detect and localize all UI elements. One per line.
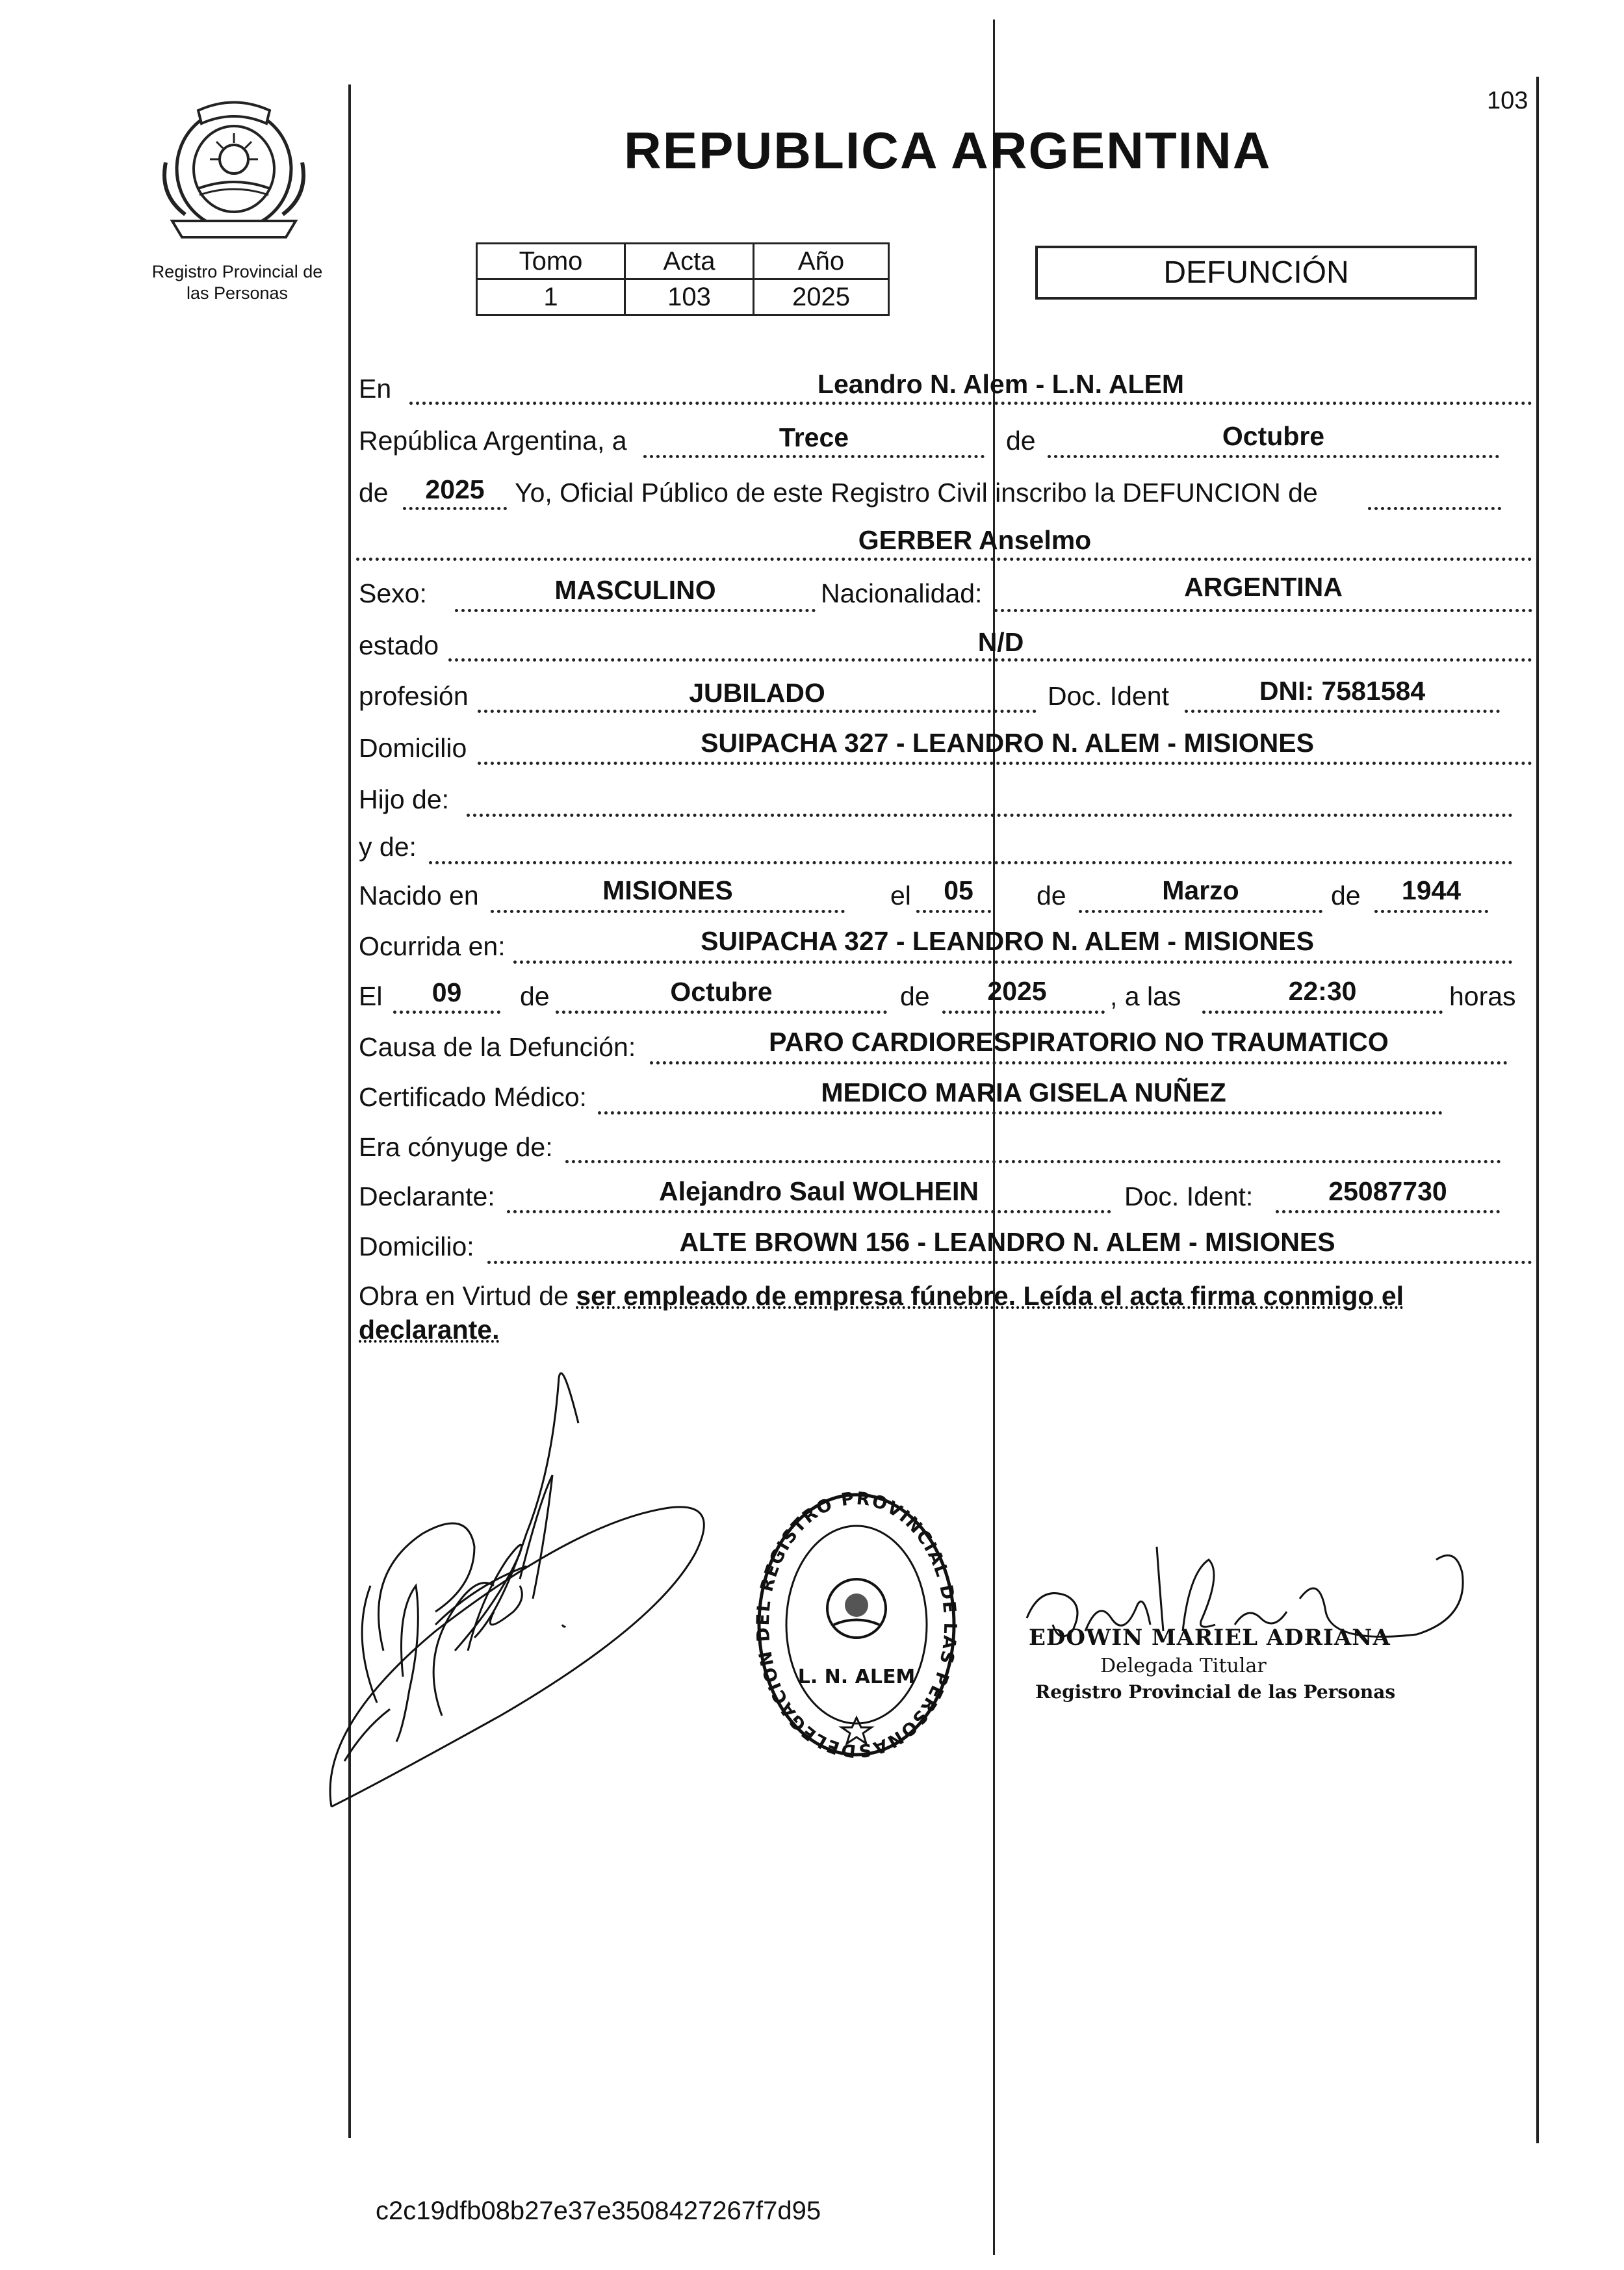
doc-ident-label: Doc. Ident: [1124, 1181, 1254, 1211]
table-header-acta: Acta [625, 244, 754, 279]
domicilio2-label: Domicilio: [359, 1232, 474, 1261]
def-hora-line [1202, 1011, 1443, 1014]
delegation-stamp [749, 1472, 964, 1777]
de-def-anio-label: de [900, 981, 930, 1011]
de-anio-label: de [1331, 881, 1361, 910]
deceased-name-value: GERBER Anselmo [858, 525, 1092, 555]
el-label: el [890, 881, 911, 910]
nacido-mes-value: Marzo [1162, 875, 1239, 905]
page-number: 103 [1487, 87, 1528, 114]
hijo-label: Hijo de: [359, 784, 450, 814]
nacionalidad-line [994, 609, 1532, 612]
yde-line [429, 861, 1513, 864]
month-line [1048, 455, 1499, 458]
nacido-dia-value: 05 [944, 875, 973, 905]
table-header-anio: Año [754, 244, 889, 279]
certificado-line [598, 1111, 1443, 1115]
table-header-tomo: Tomo [477, 244, 625, 279]
el-cap-label: El [359, 981, 383, 1011]
causa-value: PARO CARDIORESPIRATORIO NO TRAUMATICO [769, 1027, 1389, 1057]
yde-label: y de: [359, 832, 417, 862]
svg-text:DELEGACION DEL REGISTRO PROVIN [753, 1488, 960, 1761]
nacido-mes-line [1079, 910, 1322, 913]
hijo-line [467, 814, 1513, 817]
causa-line [650, 1061, 1508, 1064]
estado-value: N/D [977, 627, 1024, 657]
alas-label: , a las [1110, 981, 1181, 1011]
conyuge-label: Era cónyuge de: [359, 1132, 553, 1162]
certificado-label: Certificado Médico: [359, 1082, 587, 1112]
official-institution: Registro Provincial de las Personas [1035, 1681, 1396, 1703]
deceased-name-line [356, 558, 1532, 561]
nacido-lugar-line [491, 910, 845, 913]
de-label: de [1006, 426, 1036, 456]
estado-line [448, 658, 1532, 662]
obra-value: ser empleado de empresa fúnebre. Leída el acta firma conmigo el declarante. [359, 1281, 1404, 1345]
def-dia-value: 09 [432, 977, 462, 1007]
declarante-doc-value: 25087730 [1328, 1176, 1447, 1206]
day-words-value: Trece [779, 422, 849, 452]
profesion-line [478, 710, 1037, 713]
registry-caption [130, 261, 344, 304]
def-anio-line [942, 1011, 1105, 1014]
sexo-label: Sexo: [359, 578, 427, 608]
conyuge-line [565, 1160, 1501, 1163]
table-value-tomo: 1 [477, 279, 625, 315]
declarante-domicilio-value: ALTE BROWN 156 - LEANDRO N. ALEM - MISIONES [679, 1227, 1335, 1257]
stamp-emblem-icon [827, 1579, 886, 1638]
page-title: REPUBLICA ARGENTINA [624, 122, 1272, 179]
nacido-dia-line [916, 910, 991, 913]
official-name: EDOWIN MARIEL ADRIANA [1029, 1625, 1391, 1651]
declarante-domicilio-line [487, 1261, 1532, 1264]
nacido-lugar-value: MISIONES [602, 875, 733, 905]
nacido-label: Nacido en [359, 881, 479, 910]
year-line [403, 507, 507, 510]
right-margin-rule [1536, 77, 1539, 2143]
estado-label: estado [359, 630, 439, 660]
domicilio-value: SUIPACHA 327 - LEANDRO N. ALEM - MISIONES [701, 728, 1314, 758]
doc-label: Doc. Ident [1048, 681, 1169, 711]
def-anio-value: 2025 [987, 976, 1047, 1006]
ocurrida-label: Ocurrida en: [359, 931, 506, 961]
def-mes-line [556, 1011, 887, 1014]
registry-caption-line-1: Registro Provincial de [151, 262, 323, 281]
provincia-misiones-seal-icon [153, 97, 315, 247]
table-value-acta: 103 [625, 279, 754, 315]
nacionalidad-value: ARGENTINA [1184, 572, 1343, 602]
obra-paragraph [359, 1279, 1532, 1347]
obra-label: Obra en Virtud de [359, 1281, 569, 1311]
record-table [476, 242, 890, 316]
record-type-box: DEFUNCIÓN [1035, 246, 1477, 300]
month-value: Octubre [1222, 421, 1325, 451]
profesion-value: JUBILADO [689, 678, 825, 708]
stamp-ring-text: DELEGACION DEL REGISTRO PROVINCIAL DE LAS PERSONAS [753, 1488, 960, 1761]
declarant-signature [305, 1339, 773, 1833]
def-hora-value: 22:30 [1288, 976, 1357, 1006]
declarante-line [507, 1210, 1111, 1213]
profesion-label: profesión [359, 681, 469, 711]
day-line [643, 455, 985, 458]
de-def-mes-label: de [520, 981, 550, 1011]
declarante-label: Declarante: [359, 1181, 495, 1211]
horas-label: horas [1449, 981, 1516, 1011]
center-fold-line [993, 19, 995, 2255]
place-value: Leandro N. Alem - L.N. ALEM [817, 369, 1185, 399]
certificado-value: MEDICO MARIA GISELA NUÑEZ [821, 1077, 1226, 1107]
republica-label: República Argentina, a [359, 426, 627, 456]
def-dia-line [393, 1011, 500, 1014]
causa-label: Causa de la Defunción: [359, 1032, 636, 1062]
doc-line [1185, 710, 1500, 713]
sexo-line [455, 609, 816, 612]
year-value: 2025 [425, 474, 485, 504]
en-label: En [359, 374, 392, 404]
domicilio-line [478, 762, 1532, 765]
document-hash: c2c19dfb08b27e37e3508427267f7d95 [376, 2197, 821, 2225]
place-line [409, 402, 1532, 405]
official-title: Delegada Titular [1100, 1655, 1267, 1677]
doc-value: DNI: 7581584 [1259, 676, 1426, 706]
registry-caption-line-2: las Personas [186, 283, 289, 303]
official-block [1029, 1625, 1395, 1703]
nacido-anio-value: 1944 [1401, 875, 1462, 905]
de-mes-label: de [1037, 881, 1066, 910]
de-year-label: de [359, 478, 389, 508]
declarante-value: Alejandro Saul WOLHEIN [658, 1176, 979, 1206]
ocurrida-value: SUIPACHA 327 - LEANDRO N. ALEM - MISIONES [701, 926, 1314, 956]
nacido-anio-line [1374, 910, 1488, 913]
domicilio-label: Domicilio [359, 733, 467, 763]
sexo-value: MASCULINO [554, 575, 716, 605]
stamp-inner-text: L. N. ALEM [797, 1666, 916, 1688]
declaration-line [1368, 507, 1501, 510]
ocurrida-line [513, 961, 1513, 964]
nacionalidad-label: Nacionalidad: [821, 578, 983, 608]
declaration-text: Yo, Oficial Público de este Registro Civil inscribo la DEFUNCION de [515, 478, 1318, 508]
table-value-anio: 2025 [754, 279, 889, 315]
def-mes-value: Octubre [670, 977, 773, 1007]
declarante-doc-line [1276, 1210, 1500, 1213]
